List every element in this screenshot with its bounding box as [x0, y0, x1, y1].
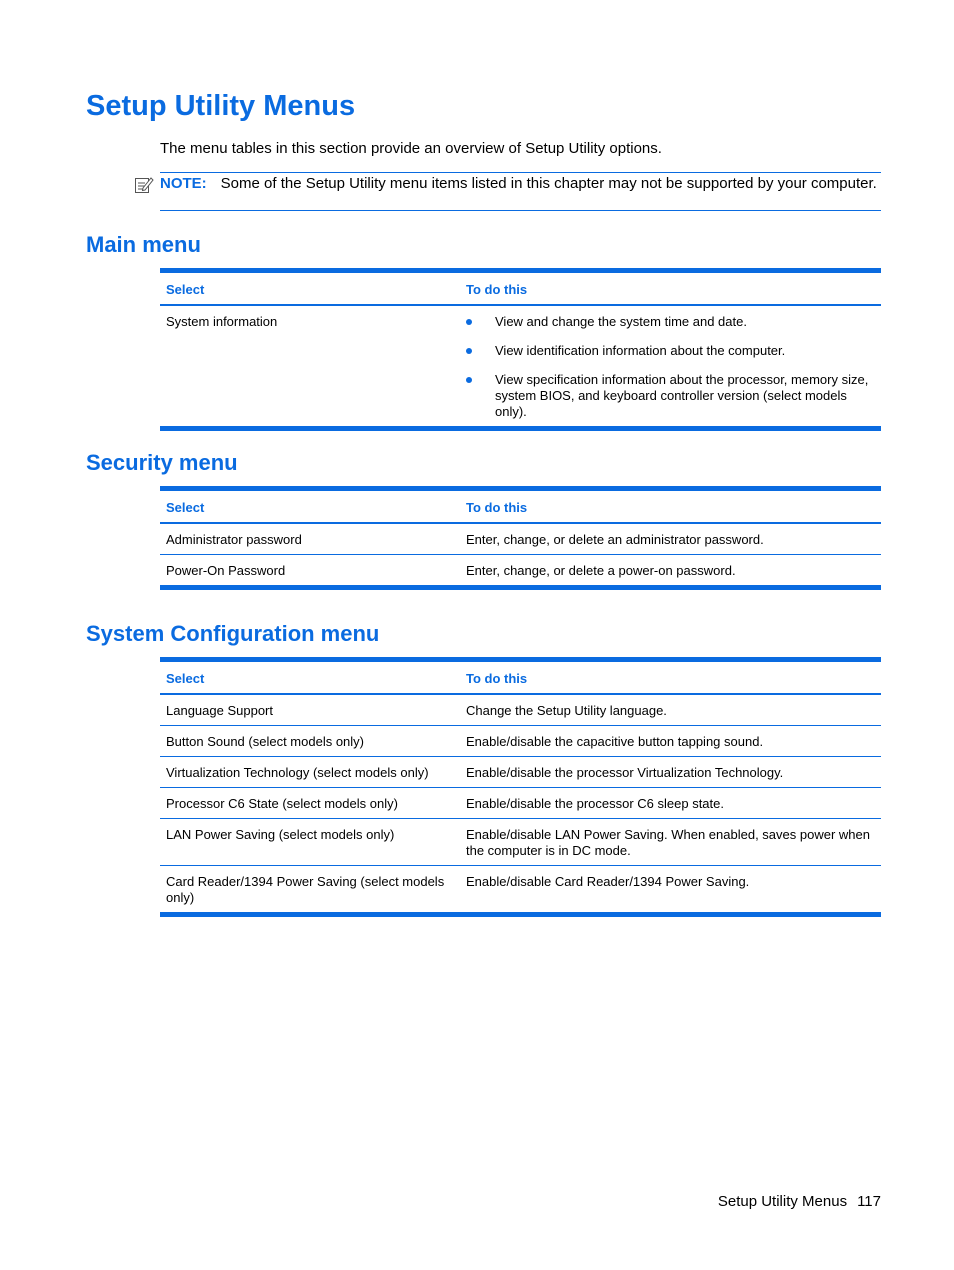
table-cell-select: Virtualization Technology (select models only)	[160, 757, 460, 788]
table-header-row	[160, 489, 881, 524]
list-item	[466, 314, 875, 330]
table-row	[160, 523, 881, 555]
bullet-icon	[466, 348, 472, 354]
main-menu-table	[160, 268, 881, 431]
page-title: Setup Utility Menus	[86, 90, 356, 122]
security-menu-heading: Security menu	[86, 450, 238, 475]
bullet-icon	[466, 319, 472, 325]
table-row	[160, 866, 881, 915]
list-item	[466, 372, 875, 420]
note-box	[160, 172, 881, 211]
intro-paragraph: The menu tables in this section provide an overview of Setup Utility options.	[160, 140, 662, 157]
bullet-icon	[466, 377, 472, 383]
column-header-to-do-this: To do this	[460, 489, 881, 524]
table-row	[160, 788, 881, 819]
column-header-select: Select	[160, 489, 460, 524]
table-cell-to-do-this: Enable/disable the capacitive button tapping sound.	[460, 726, 881, 757]
table-cell-to-do-this: Enable/disable Card Reader/1394 Power Saving.	[466, 874, 750, 889]
bullet-list	[466, 314, 875, 420]
table-row	[160, 726, 881, 757]
table-cell-select: Button Sound (select models only)	[160, 726, 460, 757]
table-header-row	[160, 271, 881, 306]
table-row	[160, 757, 881, 788]
table-cell-to-do-this: Enable/disable the processor Virtualization Technology.	[460, 757, 881, 788]
table-cell-to-do-this	[460, 305, 881, 429]
list-item-text: View specification information about the processor, memory size, system BIOS, and keyboard controller version (select models only).	[495, 372, 869, 419]
system-config-menu-heading: System Configuration menu	[86, 621, 380, 646]
note-label: NOTE:	[160, 175, 207, 192]
column-header-to-do-this: To do this	[460, 271, 881, 306]
column-header-to-do-this: To do this	[460, 660, 881, 695]
list-item	[466, 343, 875, 359]
table-cell-to-do-this: Enter, change, or delete an administrator password.	[460, 523, 881, 555]
table-cell-select: Processor C6 State (select models only)	[160, 788, 460, 819]
table-cell-to-do-this: Enable/disable the processor C6 sleep state.	[460, 788, 881, 819]
main-menu-heading: Main menu	[86, 232, 201, 257]
table-cell-to-do-this: Enter, change, or delete a power-on password.	[466, 563, 736, 578]
table-header-row	[160, 660, 881, 695]
page-number: 117	[857, 1193, 881, 1210]
table-cell-select: System information	[166, 314, 278, 329]
system-config-menu-table	[160, 657, 881, 917]
table-cell-select: Card Reader/1394 Power Saving (select models only)	[166, 874, 445, 905]
page-footer	[718, 1193, 881, 1210]
table-row	[160, 694, 881, 726]
column-header-select: Select	[160, 660, 460, 695]
table-row	[160, 819, 881, 866]
footer-section-title: Setup Utility Menus	[717, 1193, 848, 1210]
table-cell-select: Power-On Password	[166, 563, 286, 578]
table-cell-select: Administrator password	[160, 523, 460, 555]
table-row	[160, 555, 881, 588]
column-header-select: Select	[160, 271, 460, 306]
note-icon	[134, 175, 154, 195]
table-cell-to-do-this: Enable/disable LAN Power Saving. When enabled, saves power when the computer is in DC mode.	[460, 819, 881, 866]
table-row	[160, 305, 881, 429]
list-item-text: View identification information about the computer.	[495, 343, 786, 358]
table-cell-select: LAN Power Saving (select models only)	[160, 819, 460, 866]
note-text: Some of the Setup Utility menu items listed in this chapter may not be supported by your computer.	[220, 175, 877, 192]
table-cell-select: Language Support	[160, 694, 460, 726]
table-cell-to-do-this: Change the Setup Utility language.	[460, 694, 881, 726]
list-item-text: View and change the system time and date.	[495, 314, 747, 329]
security-menu-table	[160, 486, 881, 590]
